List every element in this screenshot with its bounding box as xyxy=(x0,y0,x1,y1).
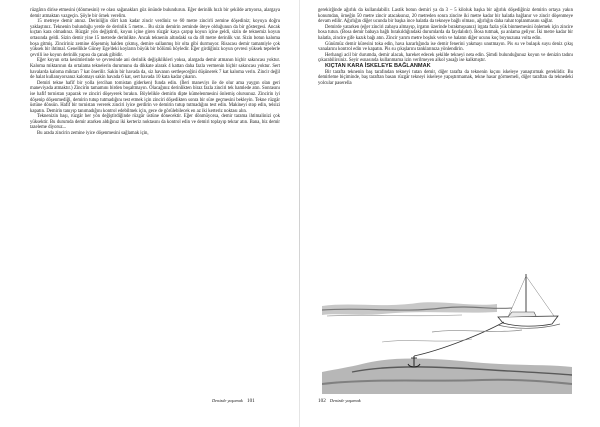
left-page-footer xyxy=(212,398,255,404)
right-paragraph: Demirde yatarken (eğer zinciri zabaya almayıp, irgatın üzerinde bırakmışsanız) irgata fazla yük binmemesini önlemek için zincire bosa tutun. (Bosa demir babaya bağlı bırakıldığındaki durumlarda da faydalıdır). Bosa tutmak, şu anlama geliyor. İki metre kadar bir halatla, zincire gife kazık bağı atın. Zincir yarım metre boşluk verin ve halatın diğer ucunu koç boynuzuna volta edin. xyxy=(318,24,573,41)
left-paragraph: 15 metreye demir atınız. Derinliğin dört katı kadar zincir verdiniz ve 60 metre zincirli zemine döşediniz; koyuya doğru yaklaştınız. Teknenin bulunduğu yerde de derinlik 5 metre... Bu sizin demirin zeminde öteye olduğunun da bir göstergesi. Ancak kıçtan kara olmadınız. Rüzgâr yön değiştirdi, koyun içine giren rüzgâr kaya çarpıp koyun içine geldi, sizin de teknemiz koyun ortasında geldi. Sizin demir yine 15 metrede derinlikte. Ancak teknenin altındaki su da 40 metre derinlik var. Sizin botun kaloma boşa gitmiş. Zinciriniz zemine döşenmiş halden çıkmış, demire sallanmış bir olta gibi durmuyor. Risacası demir tamamiyle çok yüksek bir ihtimal. Genellikle Güney Ege'deki koyların büyük bir bölümü böyledir. Eğer girdiğiniz koyun çevresi yüksek tepelerle çevrili ise koyun derinlik yapısı da çanak gibidir. xyxy=(30,19,280,58)
anchored-sailboat-illustration xyxy=(322,272,572,394)
page-gutter xyxy=(299,0,300,427)
right-paragraph: Herhangi acil bir durumda, demir alacak, hareket edecek şekilde tekneyi neta edin. Şimdi bulunduğunuz koyun ve denizin tadını çıkarabilirsiniz. Seyir esnasında kullanmama izin verilmeyen alkol yasağı ise kalkmıştır. xyxy=(318,52,573,64)
left-paragraph: Eğer koyun orta kesimlerinde ve çevresinde ani derinlik değişiklikleri yoksa, alargada demir atmanın hiçbir sakıncası yoktur. Kaloma miktarının da ortalama teknelerin durumunu da dikkate alarak 4 kattan daha fazla vermenin hiçbir sakıncası yoktur. Sert havalarda kaloma miktarı 7 kat önerilir. Sakin bir havada da, siz havanın sertleşeceğini düşünerek 7 kat kaloma verin. Zincir değil de halat kullanıyorsanız kalomayı sakin havada 6 kat, sert havada 10 kata kadar çıkarın. xyxy=(30,58,280,81)
left-paragraph: rüzgârın dirise etmesini (dönmesini) ve olası sağanakları göz önünde bulundurun. Eğer derinlik hızlı bir şekilde artıyorsa, alargaya demir atmaktan vazgeçin. Şöyle bir örnek verelim. xyxy=(30,8,280,19)
left-page-number: 101 xyxy=(246,398,255,404)
left-page-text xyxy=(30,8,280,137)
right-page-number: 102 xyxy=(318,398,326,404)
left-paragraph: Teknenizin başı, rüzgâr her yön değiştirdiğinde rüzgâr üstüne dönecektir. Eğer dönmüyorsa, demir tarama ihtimalinizi çok yüksektir. Bu durumda demir atarken aldığınız iki kerteriz noktasını da kontrol edin ve demiri toplayıp tekrar atın. Bana, biz demir tazeleme diyoruz... xyxy=(30,114,280,131)
left-footer-title: Denizde yaşamak xyxy=(212,398,243,403)
left-paragraph: Demiri tekne hafif bir yolla (ercihan tornistan giderken) funda edin. (İleri maneviyı ile de olur ama yaygın olan geri maneviyada atmaktır.) Zincirin tamamını birden boşaltmayın. Olacağınız derinlikten biraz fazla zinciri tek hamlede atın. Sonrasını ise hafif tornistan yaparak ve zinciri döşeyerek bırakın. Böylelikle demirin dipte kümelenmesini önlemiş olursunuz. Zincirin iyi döşenip döşenmediği, demirin tutup tutmadığını test etmek için zinciri döşedikten sonra bir süre geçmesini bekleyin. Tekne rüzgâr üstüne dönsün. Hafif bir tornistan vererek zinciri iyice gerdirin ve demirin tutup tutmadığını test edin. Makineyi stop edin, telsizi kapatın. Demirin tanıyıp tanımadığını kontrol edebilmek için, gece de görülebilecek en az iki kerteriz noktası alın. xyxy=(30,80,280,114)
right-footer-title: Denizde yaşamak xyxy=(329,398,361,403)
right-paragraph: gerekirğinde ağırlık da kullanılabilir. Lastik botun demiri ya da 3 – 5 kiloluk başka bir ağırlık döşediğiniz demirin ortaya yakın konumdan, örneğin 50 metre zincir atacaksınız, 20 metreden sonra zincire iki metre kadar bir halatla bağlanır ve zincir döşenmeye devam edilir. Ağırlığın diğer ucunda bir başka ince halatla da tekneye bağlı olması, ağırlığın daha rahat toplanmasını sağlar. xyxy=(318,8,573,25)
right-paragraph: Bir tarafta teknenin baş tarafından tekneyi tutan demir, diğer tarafta da teknenin kıçını iskeleye yanaştırmak gereklidir. Bu demirleme biçiminde, baş taraftan basan rüzgâr tekneyi iskeleye yapıştırmamak, tekne hasar görmemeli, diğer taraftan da teknedeki yolcular paserella xyxy=(318,69,573,86)
right-paragraph: Günümüz demir küresini toka edin, hava kararlığında ise demir fenerini yakmayı unutmayın. Pis su ve bulaşık suyu deniz çıkış vanalarını kontrol edin ve kapatın. Pis su çıkışlarını tanklarınıza yönlendirin. xyxy=(318,41,573,53)
right-page-text xyxy=(318,8,573,86)
left-paragraph: Bu arada zincirin zemine iyice döşenmesini sağlamak için, xyxy=(37,131,149,137)
section-heading: KIÇTAN KARA İSKELEYE BAĞLANMAK xyxy=(325,62,431,69)
right-page-footer xyxy=(318,398,361,404)
